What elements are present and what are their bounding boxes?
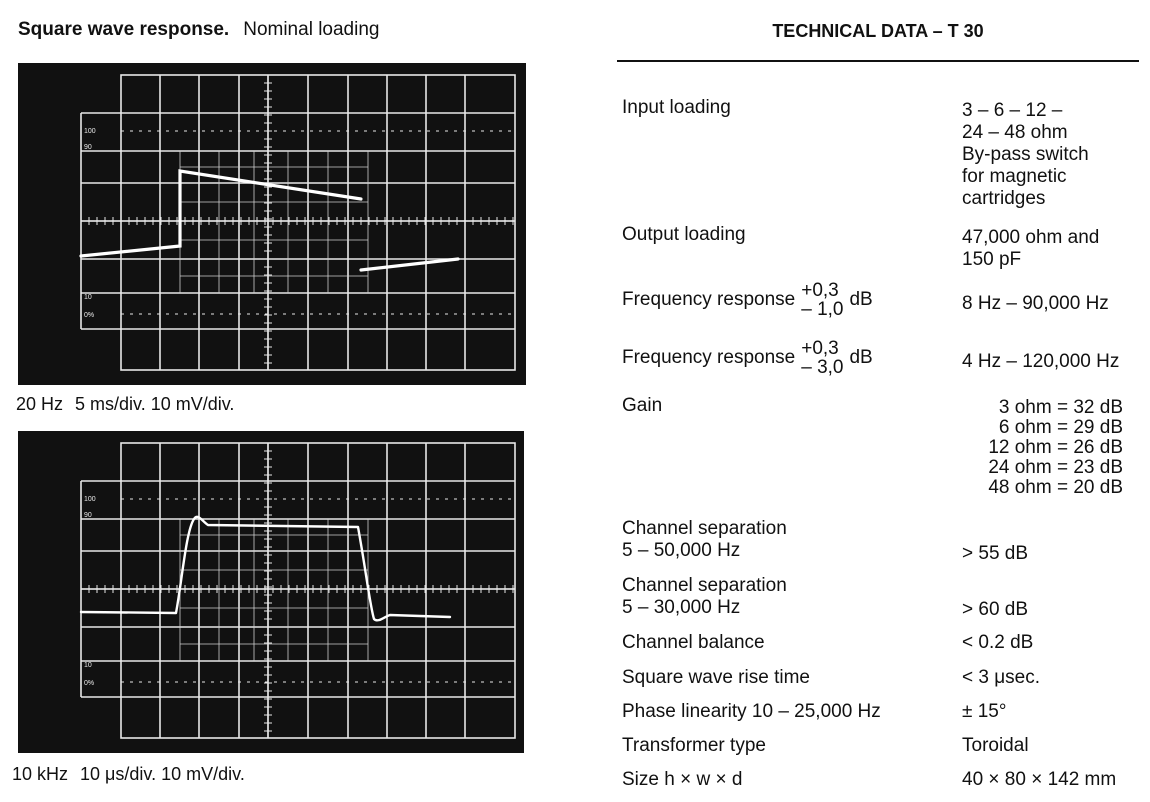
caption-volt: 10 mV/div.	[161, 764, 245, 784]
caption-volt: 10 mV/div.	[150, 394, 235, 414]
spec-value-output-loading: 47,000 ohm and 150 pF	[962, 227, 1100, 270]
spec-value-input-loading: 3 – 6 – 12 – 24 – 48 ohm By-pass switch for magnetic cartridges	[962, 100, 1089, 209]
section-title-bold: Square wave response.	[18, 19, 230, 40]
spec-label-channel-separation-2: Channel separation 5 – 30,000 Hz	[622, 575, 787, 618]
caption-time: 10 μs/div.	[80, 764, 157, 784]
spec-value-rise-time: < 3 μsec.	[962, 667, 1041, 688]
spec-value-size: 40 × 80 × 142 mm	[962, 769, 1117, 790]
spec-label-phase-linearity: Phase linearity 10 – 25,000 Hz	[622, 701, 881, 722]
caption-freq: 20 Hz	[16, 394, 64, 414]
spec-value-phase-linearity: ± 15°	[962, 701, 1007, 722]
spec-label-channel-separation-1: Channel separation 5 – 50,000 Hz	[622, 518, 787, 561]
title-divider	[617, 60, 1139, 62]
oscilloscope-20hz	[18, 63, 526, 385]
spec-label-gain: Gain	[622, 395, 663, 416]
technical-data-title: TECHNICAL DATA – T 30	[772, 21, 984, 41]
spec-value-channel-separation-1: > 55 dB	[962, 543, 1029, 564]
caption-time: 5 ms/div.	[75, 394, 146, 414]
scale-label-10: 10	[84, 662, 92, 669]
section-title-rest: Nominal loading	[243, 19, 380, 40]
tolerance: +0,3 – 3,0	[801, 338, 844, 378]
spec-label-channel-balance: Channel balance	[622, 632, 765, 653]
spec-value-frequency-response-2: 4 Hz – 120,000 Hz	[962, 351, 1120, 372]
spec-value-channel-separation-2: > 60 dB	[962, 599, 1029, 620]
spec-label-input-loading: Input loading	[622, 97, 731, 118]
scale-label-100: 100	[84, 128, 96, 135]
scale-label-0: 0%	[84, 680, 95, 687]
spec-label-size: Size h × w × d	[622, 769, 743, 790]
spec-label-frequency-response-1: Frequency response +0,3 – 1,0 dB	[622, 280, 873, 320]
spec-label-frequency-response-2: Frequency response +0,3 – 3,0 dB	[622, 338, 873, 378]
scale-label-100: 100	[84, 496, 96, 503]
scale-label-10: 10	[84, 294, 92, 301]
spec-value-gain: 3 ohm = 32 dB 6 ohm = 29 dB 12 ohm = 26 dB 24 ohm = 23 dB 48 ohm = 20 dB	[988, 397, 1123, 498]
tolerance: +0,3 – 1,0	[801, 280, 844, 320]
spec-label-transformer-type: Transformer type	[622, 735, 766, 756]
scope-caption-20hz	[16, 394, 234, 415]
scope-caption-10khz	[12, 764, 245, 785]
scale-label-90: 90	[84, 512, 92, 519]
spec-label-output-loading: Output loading	[622, 224, 746, 245]
scale-label-0: 0%	[84, 312, 95, 319]
spec-label-rise-time: Square wave rise time	[622, 667, 810, 688]
section-title	[18, 19, 379, 41]
caption-freq: 10 kHz	[12, 764, 69, 784]
spec-value-channel-balance: < 0.2 dB	[962, 632, 1034, 653]
oscilloscope-10khz	[18, 431, 524, 753]
spec-value-frequency-response-1: 8 Hz – 90,000 Hz	[962, 293, 1109, 314]
spec-value-transformer-type: Toroidal	[962, 735, 1029, 756]
scale-label-90: 90	[84, 144, 92, 151]
